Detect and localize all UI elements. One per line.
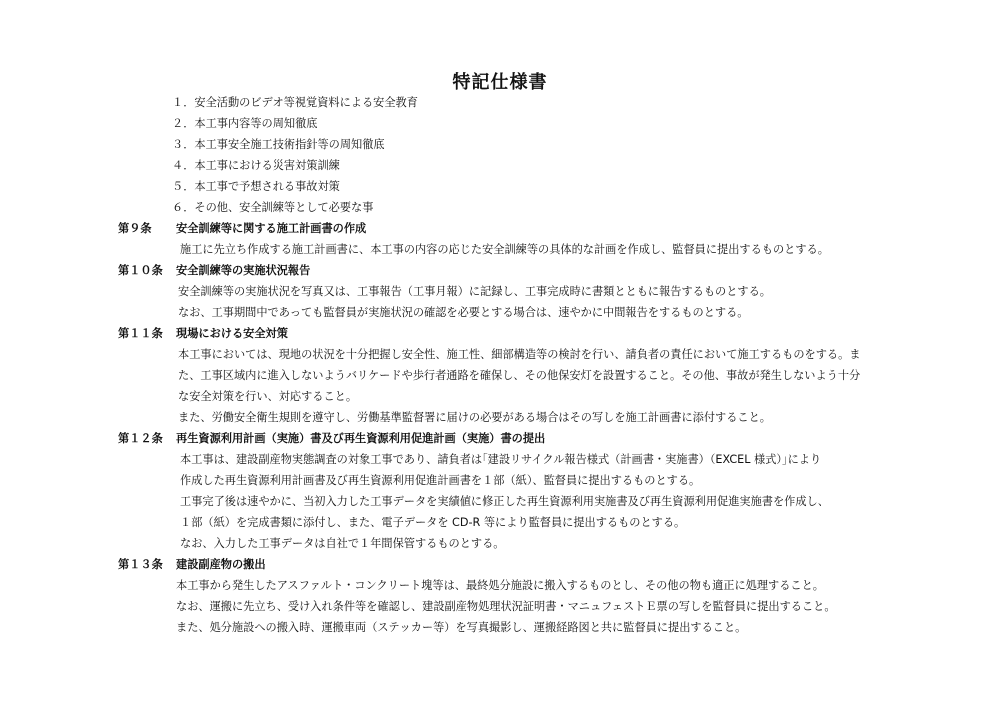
list-item: ５．本工事で予想される事故対策 [172,180,340,193]
list-item: ４．本工事における災害対策訓練 [172,159,340,172]
article-heading [118,222,366,236]
article-body-line: なお、運搬に先立ち、受け入れ条件等を確認し、建設副産物処理状況証明書・マニュフェストＥ票の写しを監督員に提出すること。 [176,600,836,613]
list-item: ２．本工事内容等の周知徹底 [172,117,318,130]
list-item: ３．本工事安全施工技術指針等の周知徹底 [172,138,385,151]
article-body-line: １部（紙）を完成書類に添付し、また、電子データを CD-R 等により監督員に提出するものとする。 [180,516,686,529]
article-body-line: 作成した再生資源利用計画書及び再生資源利用促進計画書を１部（紙）、監督員に提出するものとする。 [180,474,701,487]
article-title: 安全訓練等の実施状況報告 [176,264,311,277]
list-item: １．安全活動のビデオ等視覚資料による安全教育 [172,96,418,109]
article-heading [118,558,266,572]
article-title: 建設副産物の搬出 [176,558,266,571]
article-body-line: なお、工事期間中であっても監督員が実施状況の確認を必要とする場合は、速やかに中間報告をするものとする。 [178,306,749,319]
article-heading [118,327,288,341]
article-number: 第１１条 [118,327,163,340]
article-body-line: な安全対策を行い、対応すること。 [178,390,358,403]
article-heading [118,264,310,278]
article-body-line: また、処分施設への搬入時、運搬車両（ステッカー等）を写真撮影し、運搬経路図と共に監督員に提出すること。 [176,621,747,634]
article-number: 第１３条 [118,558,163,571]
page-title: 特記仕様書 [452,72,548,93]
article-body-line: た、工事区域内に進入しないようバリケードや歩行者通路を確保し、その他保安灯を設置すること。その他、事故が発生しないよう十分 [178,369,861,382]
article-number: 第１０条 [118,264,163,277]
article-title: 再生資源利用計画（実施）書及び再生資源利用促進計画（実施）書の提出 [176,432,546,445]
article-title: 安全訓練等に関する施工計画書の作成 [176,222,367,235]
article-body-line: 安全訓練等の実施状況を写真又は、工事報告（工事月報）に記録し、工事完成時に書類とともに報告するものとする。 [178,285,771,298]
article-body-line: 施工に先立ち作成する施工計画書に、本工事の内容の応じた安全訓練等の具体的な計画を作成し、監督員に提出するものとする。 [180,243,829,256]
article-title: 現場における安全対策 [176,327,288,340]
article-heading [118,432,545,446]
article-number: 第１２条 [118,432,163,445]
article-body-line: 本工事は、建設副産物実態調査の対象工事であり、請負者は｢建設リサイクル報告様式（計画書・実施書）（EXCEL 様式）｣により [180,453,822,466]
article-body-line: 本工事から発生したアスファルト・コンクリート塊等は、最終処分施設に搬入するものとし、その他の物も適正に処理すること。 [176,579,824,592]
article-body-line: 本工事においては、現地の状況を十分把握し安全性、施工性、細部構造等の検討を行い、請負者の責任において施工するものをする。ま [178,348,861,361]
article-number: 第９条 [118,222,152,235]
article-body-line: 工事完了後は速やかに、当初入力した工事データを実績値に修正した再生資源利用実施書及び再生資源利用促進実施書を作成し、 [180,495,829,508]
list-item: ６．その他、安全訓練等として必要な事 [172,201,374,214]
article-body-line: また、労働安全衛生規則を遵守し、労働基準監督署に届けの必要がある場合はその写しを施工計画書に添付すること。 [178,411,771,424]
article-body-line: なお、入力した工事データは自社で１年間保管するものとする。 [180,537,505,550]
